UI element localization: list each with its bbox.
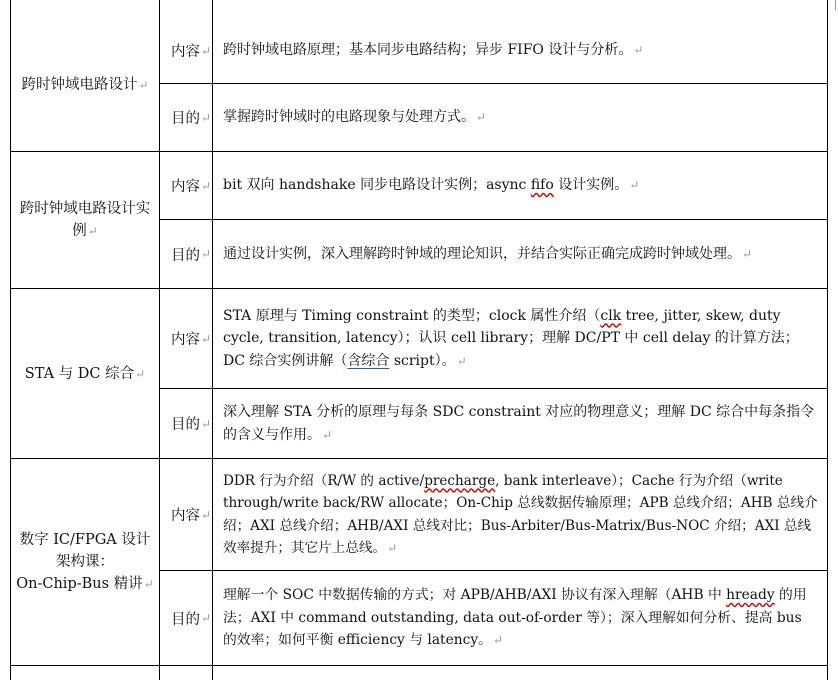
paragraph-mark-icon: ↵ bbox=[201, 110, 212, 125]
topic-text: 跨时钟域电路设计实例 bbox=[19, 201, 151, 239]
paragraph-mark-icon: ↵ bbox=[322, 427, 333, 442]
content-label: 内容 ↵ bbox=[171, 507, 212, 524]
paragraph-mark-icon: ↵ bbox=[476, 110, 487, 125]
topic-cell bbox=[11, 18, 159, 151]
goal-text: 深入理解 STA 分析的原理与每条 SDC constraint 对应的物理意义；理解 DC 综合中每条指令的含义与作用。↵ bbox=[223, 404, 815, 443]
spellcheck-word: fifo bbox=[530, 177, 554, 194]
goal-label: 目的 ↵ bbox=[171, 611, 212, 628]
row-divider bbox=[10, 665, 828, 666]
spellcheck-word: precharge bbox=[424, 472, 496, 489]
content-text: bit 双向 handshake 同步电路设计实例；async fifo 设计实例。↵ bbox=[223, 177, 640, 194]
underlined-phrase: 含综合 bbox=[347, 352, 390, 369]
content-label: 内容 ↵ bbox=[171, 178, 212, 195]
table-right-border bbox=[827, 0, 828, 680]
spellcheck-word: clk bbox=[600, 307, 622, 324]
spellcheck-word: hready bbox=[726, 587, 775, 604]
paragraph-mark-icon: ↵ bbox=[201, 507, 212, 522]
paragraph-mark-icon: ↵ bbox=[201, 416, 212, 431]
goal-text: 通过设计实例，深入理解跨时钟域的理论知识，并结合实际正确完成跨时钟域处理。↵ bbox=[223, 245, 753, 262]
topic-cell bbox=[11, 289, 159, 458]
paragraph-mark-icon: ↵ bbox=[742, 246, 753, 261]
goal-label: 目的 ↵ bbox=[171, 110, 212, 127]
paragraph-mark-icon: ↵ bbox=[135, 366, 146, 381]
goal-label: 目的 ↵ bbox=[171, 247, 212, 264]
topic-cell bbox=[11, 152, 159, 288]
content-text: DDR 行为介绍（R/W 的 active/precharge, bank interleave）；Cache 行为介绍（write through/write back/RW allocate；On-Chip 总线数据传输原理；APB 总线介绍；AHB 总线介绍；AXI 总线介绍；AHB/AXI 总线对比；Bus-Arbiter/Bus-Matrix/Bus-NOC 介绍；AXI 总线效率提升；其它片上总线。↵ bbox=[223, 472, 818, 556]
goal-text: 掌握跨时钟域时的电路现象与处理方式。↵ bbox=[223, 109, 487, 126]
topic-text: On-Chip-Bus 精讲 bbox=[16, 576, 143, 592]
paragraph-mark-icon: ↵ bbox=[201, 247, 212, 261]
paragraph-mark-icon: ↵ bbox=[87, 224, 98, 238]
goal-label: 目的 ↵ bbox=[171, 416, 212, 433]
paragraph-mark-icon: ↵ bbox=[201, 43, 212, 58]
paragraph-mark-icon: ↵ bbox=[201, 611, 212, 625]
paragraph-mark-icon: ↵ bbox=[201, 331, 212, 346]
paragraph-mark-icon: ↵ bbox=[629, 178, 640, 193]
topic-text: 跨时钟域电路设计 bbox=[21, 76, 138, 93]
content-text: STA 原理与 Timing constraint 的类型；clock 属性介绍（clk tree, jitter, skew, duty cycle, transition, latency）；认识 cell library；理解 DC/PT 中 cell delay 的计算方法；DC 综合实例讲解（含综合 script）。↵ bbox=[223, 307, 799, 369]
topic-text: STA 与 DC 综合 bbox=[24, 365, 135, 382]
content-text: 跨时钟域电路原理；基本同步电路结构；异步 FIFO 设计与分析。↵ bbox=[223, 42, 644, 59]
page-corner-mark bbox=[835, 0, 836, 10]
content-label: 内容 ↵ bbox=[171, 43, 212, 60]
topic-cell bbox=[11, 459, 159, 665]
paragraph-mark-icon: ↵ bbox=[633, 43, 644, 58]
paragraph-mark-icon: ↵ bbox=[456, 353, 467, 368]
paragraph-mark-icon: ↵ bbox=[138, 77, 149, 92]
paragraph-mark-icon: ↵ bbox=[492, 633, 504, 648]
paragraph-mark-icon: ↵ bbox=[201, 178, 212, 193]
paragraph-mark-icon: ↵ bbox=[387, 541, 398, 555]
goal-text: 理解一个 SOC 中数据传输的方式；对 APB/AHB/AXI 协议有深入理解（AHB 中 hready 的用法；AXI 中 command outstanding, data out-of-order 等）；深入理解如何分析、提高 bus 的效率；如何平衡 efficiency 与 latency。↵ bbox=[223, 587, 807, 649]
content-label: 内容 ↵ bbox=[171, 331, 212, 348]
topic-text: 数字 IC/FPGA 设计架构课： bbox=[19, 532, 151, 570]
paragraph-mark-icon: ↵ bbox=[143, 577, 154, 591]
